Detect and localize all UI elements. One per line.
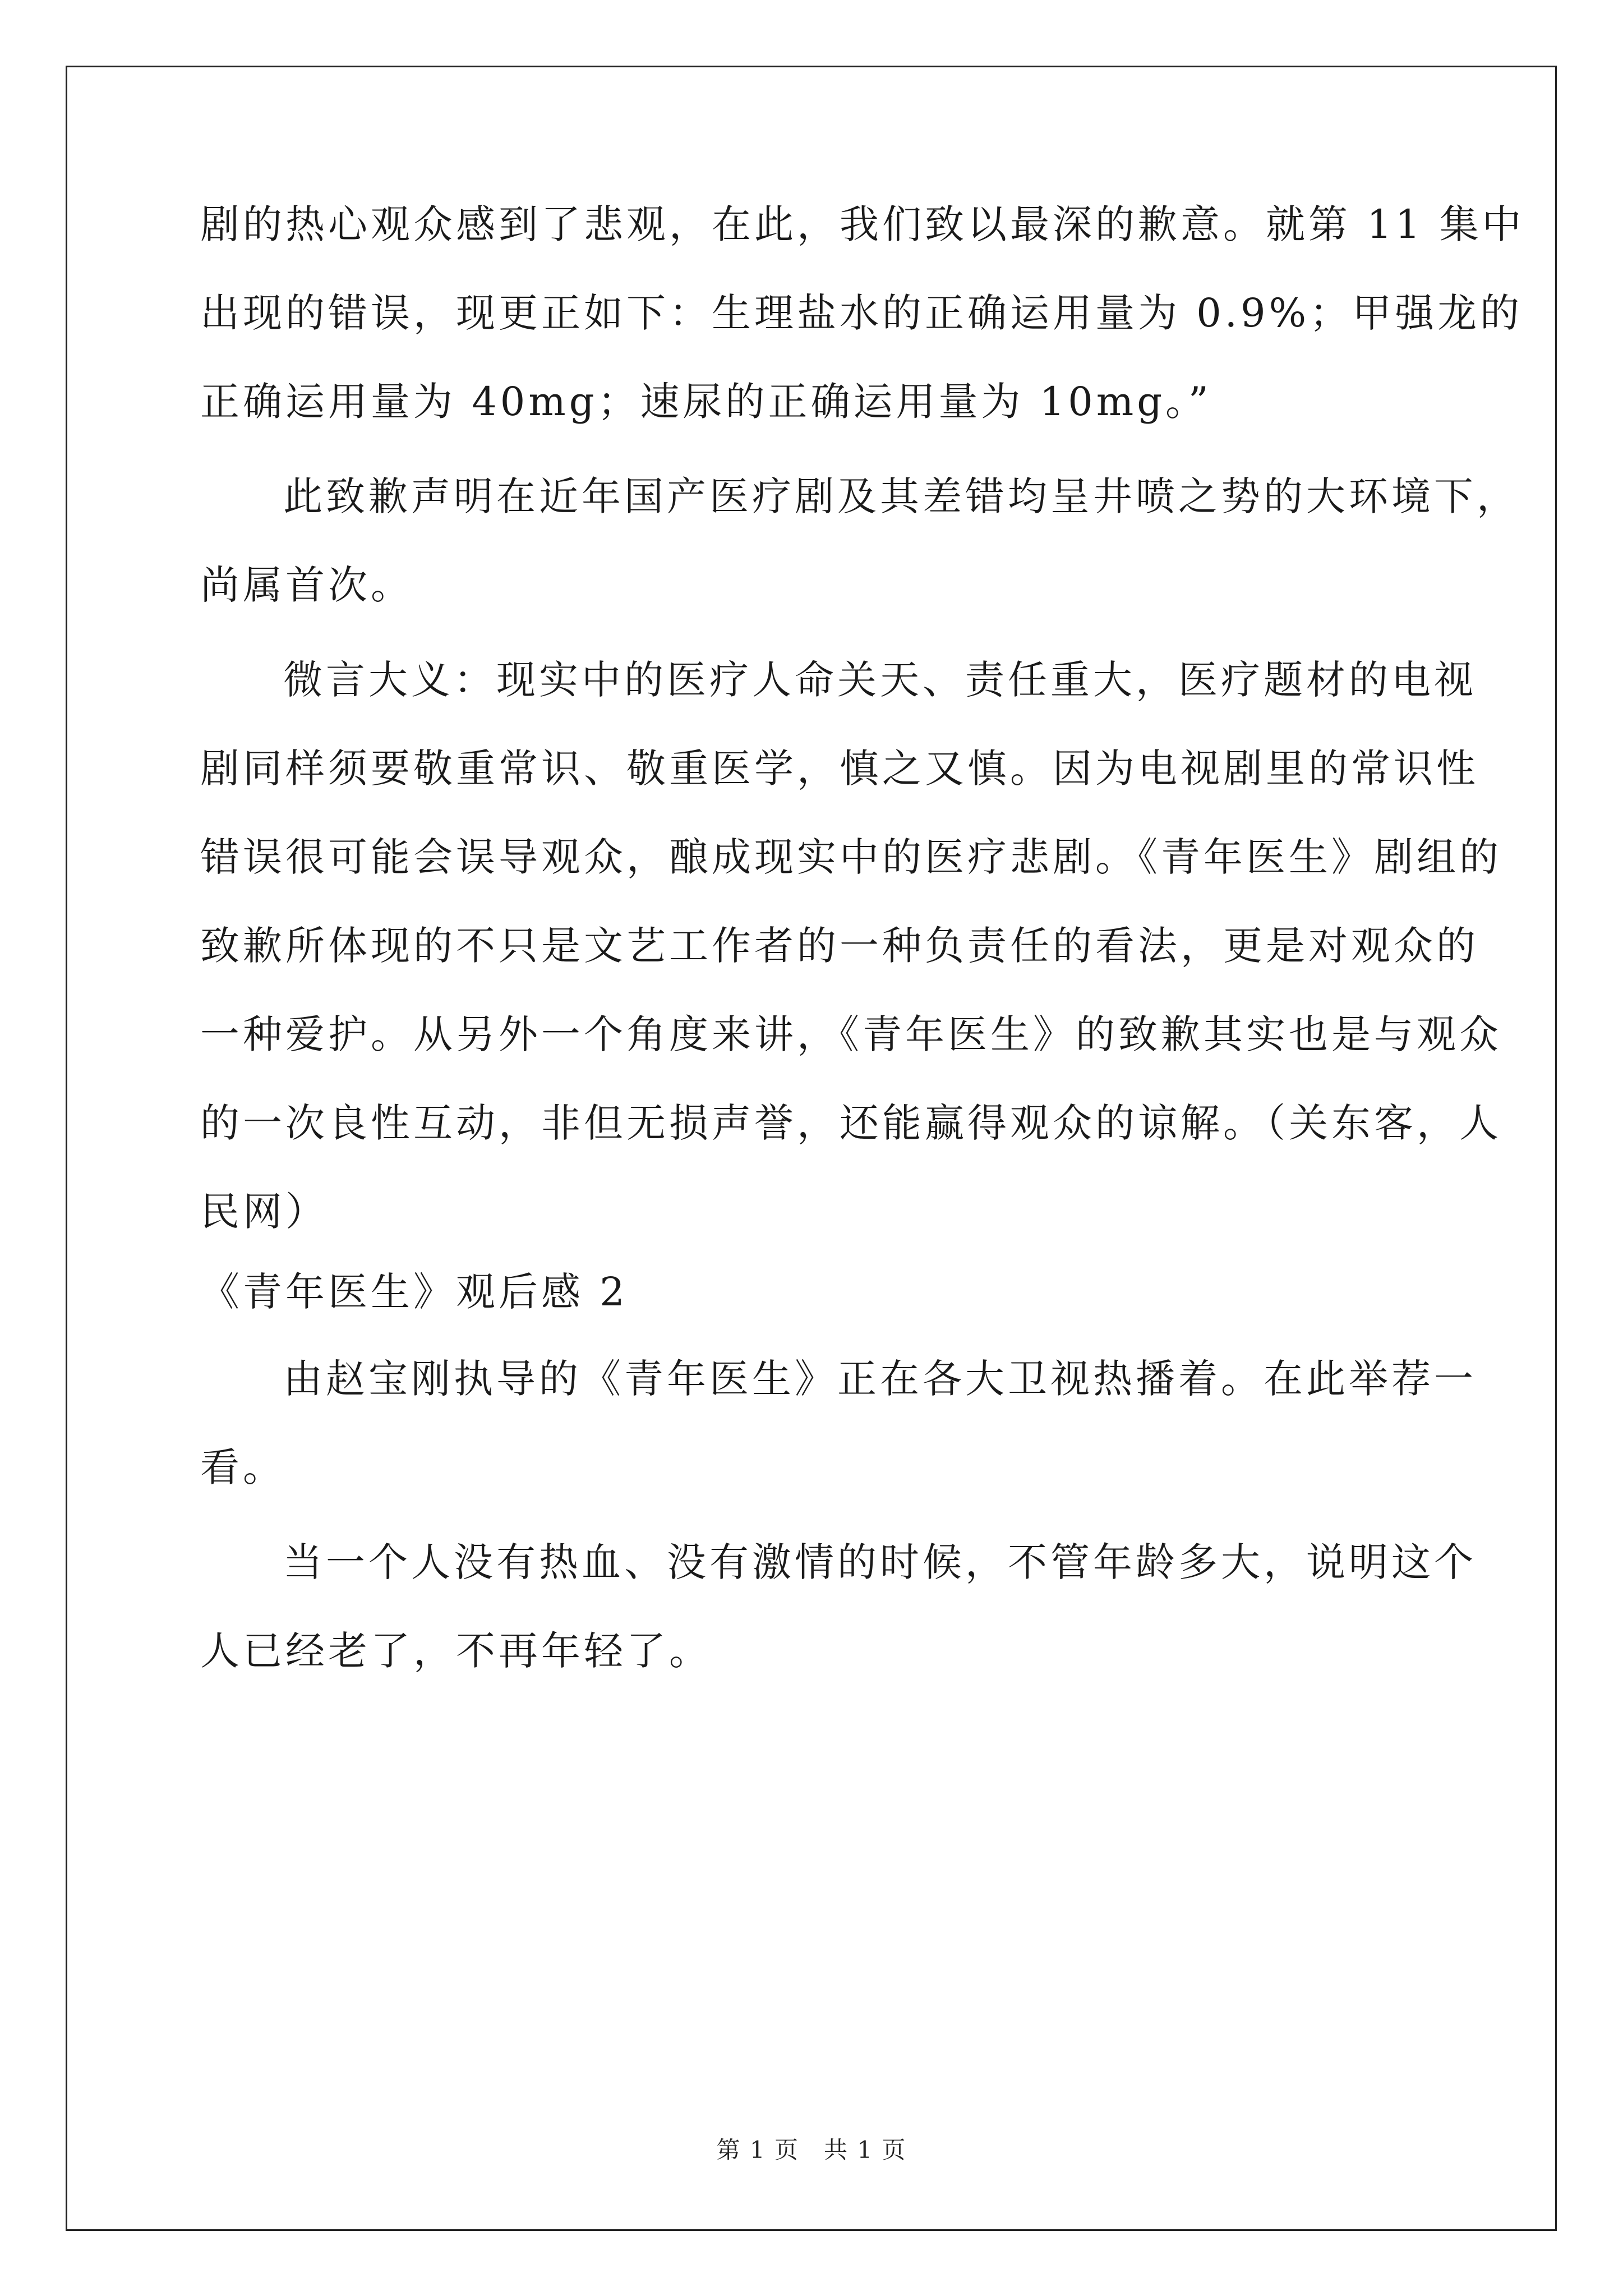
paragraph-line: 剧同样须要敬重常识、敬重医学，慎之又慎。因为电视剧里的常识性 (200, 746, 1479, 792)
paragraph-line: 的一次良性互动，非但无损声誉，还能赢得观众的谅解。（关东客，人 (200, 1100, 1502, 1146)
paragraph-line: 正确运用量为 40mg；速尿的正确运用量为 10mg。” (200, 379, 1212, 425)
paragraph-line: 人已经老了，不再年轻了。 (200, 1628, 712, 1674)
paragraph-line: 民网） (200, 1189, 328, 1235)
paragraph-line: 此致歉声明在近年国产医疗剧及其差错均呈井喷之势的大环境下， (283, 473, 1519, 519)
paragraph-line: 错误很可能会误导观众，酿成现实中的医疗悲剧。《青年医生》剧组的 (200, 834, 1502, 880)
page-footer: 第 1 页 共 1 页 (716, 2136, 907, 2164)
paragraph-line: 当一个人没有热血、没有激情的时候，不管年龄多大，说明这个 (283, 1539, 1477, 1585)
paragraph-line: 致歉所体现的不只是文艺工作者的一种负责任的看法，更是对观众的 (200, 923, 1479, 969)
paragraph-line: 一种爱护。从另外一个角度来讲，《青年医生》的致歉其实也是与观众 (200, 1011, 1502, 1057)
paragraph-line: 出现的错误，现更正如下：生理盐水的正确运用量为 0.9%；甲强龙的 (200, 290, 1523, 336)
paragraph-line: 剧的热心观众感到了悲观，在此，我们致以最深的歉意。就第 11 集中 (200, 201, 1525, 247)
paragraph-line: 微言大义：现实中的医疗人命关天、责任重大，医疗题材的电视 (283, 657, 1477, 703)
paragraph-line: 看。 (200, 1444, 285, 1490)
paragraph-line: 尚属首次。 (200, 562, 413, 608)
paragraph-line: 由赵宝刚执导的《青年医生》正在各大卫视热播着。在此举荐一 (283, 1356, 1477, 1402)
section-heading: 《青年医生》观后感 2 (200, 1269, 628, 1315)
